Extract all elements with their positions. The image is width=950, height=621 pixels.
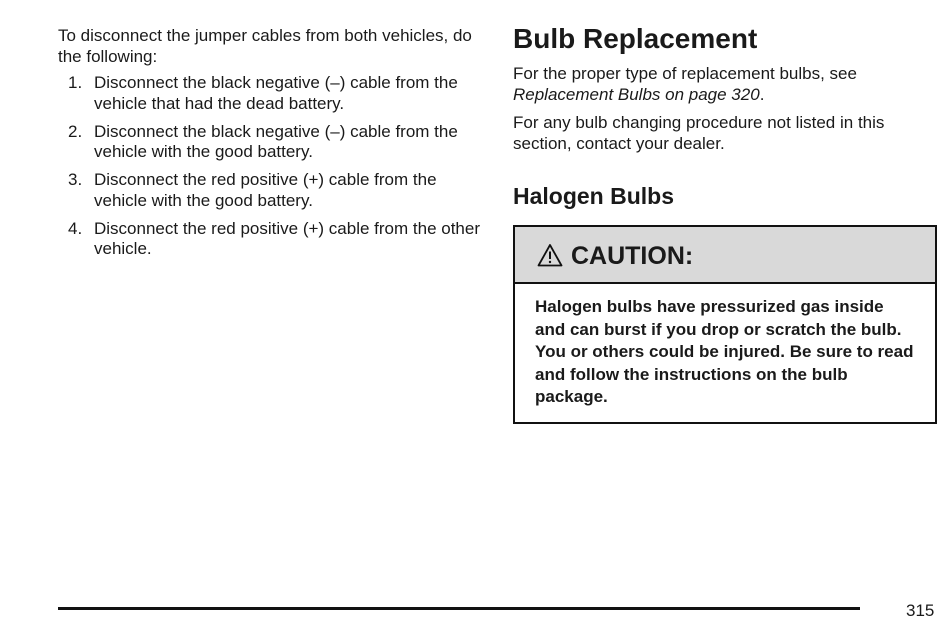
left-column [58,26,483,267]
step-item [58,122,483,163]
footer-rule [58,607,860,610]
subsection-title: Halogen Bulbs [513,183,675,209]
warning-triangle-icon [537,243,563,267]
para-suffix: . [759,84,765,104]
caution-label: CAUTION: [571,241,694,270]
replacement-bulbs-paragraph [513,64,938,105]
step-item [58,73,483,114]
step-number: 3. [68,170,83,189]
step-number: 1. [68,73,83,92]
para-prefix: For the proper type of replacement bulbs, see [513,64,857,83]
right-column [513,22,938,210]
step-number: 2. [68,121,83,141]
intro-text: To disconnect the jumper cables from both vehicles, do the following: [58,26,472,66]
step-text: Disconnect the red positive (+) cable from the other vehicle. [94,218,480,258]
step-list [58,73,483,260]
step-text: Disconnect the black negative (–) cable from the vehicle that had the dead battery. [94,73,458,113]
section-title: Bulb Replacement [513,23,758,54]
page-reference-link[interactable]: Replacement Bulbs on page 320 [513,84,760,104]
step-item [58,219,483,260]
page-number: 315 [906,601,935,620]
step-text: Disconnect the red positive (+) cable from the vehicle with the good battery. [94,170,437,210]
step-number: 4. [68,218,83,238]
caution-box [513,225,937,424]
caution-header [515,227,935,284]
caution-body: Halogen bulbs have pressurized gas inside and can burst if you drop or scratch the bulb. You or others could be injured. Be sure to read and follow the instructions on the bulb package. [535,297,914,406]
dealer-paragraph: For any bulb changing procedure not listed in this section, contact your dealer. [513,113,885,153]
step-text: Disconnect the black negative (–) cable from the vehicle with the good battery. [94,121,458,161]
step-item [58,170,483,211]
